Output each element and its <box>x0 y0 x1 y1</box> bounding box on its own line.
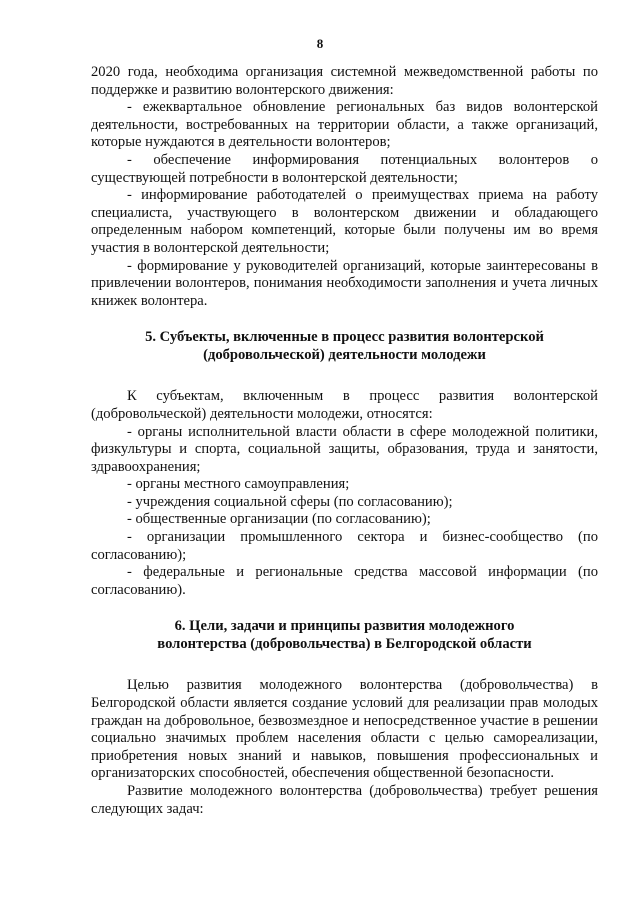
list-item: - органы местного самоуправления; <box>127 476 350 493</box>
section-5-heading-line2: (добровольческой) деятельности молодежи <box>203 347 486 364</box>
page-number: 8 <box>316 36 324 51</box>
section-6-paragraph: Целью развития молодежного волонтерства (добровольчества) в Белгородской области является создание условий для реализации прав молодых граждан на добровольное, безвозмездное и непосредственное участие в решении социально значимых проблем населения области с целью самореализации, приобретения новых знаний и навыков, повышения профессиональных и организаторских способностей, обеспечения общественной безопасности. <box>91 677 598 782</box>
list-item: - федеральные и региональные средства массовой информации (по согласованию). <box>91 564 598 598</box>
list-item: - формирование у руководителей организаций, которые заинтересованы в привлечении волонтеров, понимания необходимости заполнения и учета личных книжек волонтера. <box>91 257 598 309</box>
section-6-heading-line2: волонтерства (добровольчества) в Белгородской области <box>157 636 532 653</box>
list-item: - информирование работодателей о преимуществах приема на работу специалиста, участвующего в волонтерском движении и обладающего определенным набором компетенций, которые были получены им во время участия в волонтерской деятельности; <box>91 187 598 256</box>
list-item: - обеспечение информирования потенциальных волонтеров о существующей потребности в волонтерской деятельности; <box>91 151 598 186</box>
list-item: - учреждения социальной сферы (по согласованию); <box>127 493 453 510</box>
section-6-heading <box>91 617 598 653</box>
section-5-heading-line1: 5. Субъекты, включенные в процесс развития волонтерской <box>145 329 544 346</box>
list-item: - общественные организации (по согласованию); <box>127 511 431 528</box>
list-item: - органы исполнительной власти области в сфере молодежной политики, физкультуры и спорта, социальной защиты, образования, труда и занятости, здравоохранения; <box>91 423 598 475</box>
page-content <box>91 64 598 818</box>
section-5-intro: К субъектам, включенным в процесс развития волонтерской (добровольческой) деятельности молодежи, относятся: <box>91 388 598 422</box>
section-5-heading <box>91 328 598 364</box>
list-item: - организации промышленного сектора и бизнес-сообщество (по согласованию); <box>91 529 598 563</box>
section-6-paragraph: Развитие молодежного волонтерства (добровольчества) требует решения следующих задач: <box>91 783 598 817</box>
list-item: - ежеквартальное обновление региональных баз видов волонтерской деятельности, востребованных на территории области, а также организаций, которые нуждаются в деятельности волонтеров; <box>91 99 598 151</box>
paragraph-continuation: 2020 года, необходима организация системной межведомственной работы по поддержке и развитию волонтерского движения: <box>91 64 598 98</box>
section-6-heading-line1: 6. Цели, задачи и принципы развития молодежного <box>174 618 515 635</box>
